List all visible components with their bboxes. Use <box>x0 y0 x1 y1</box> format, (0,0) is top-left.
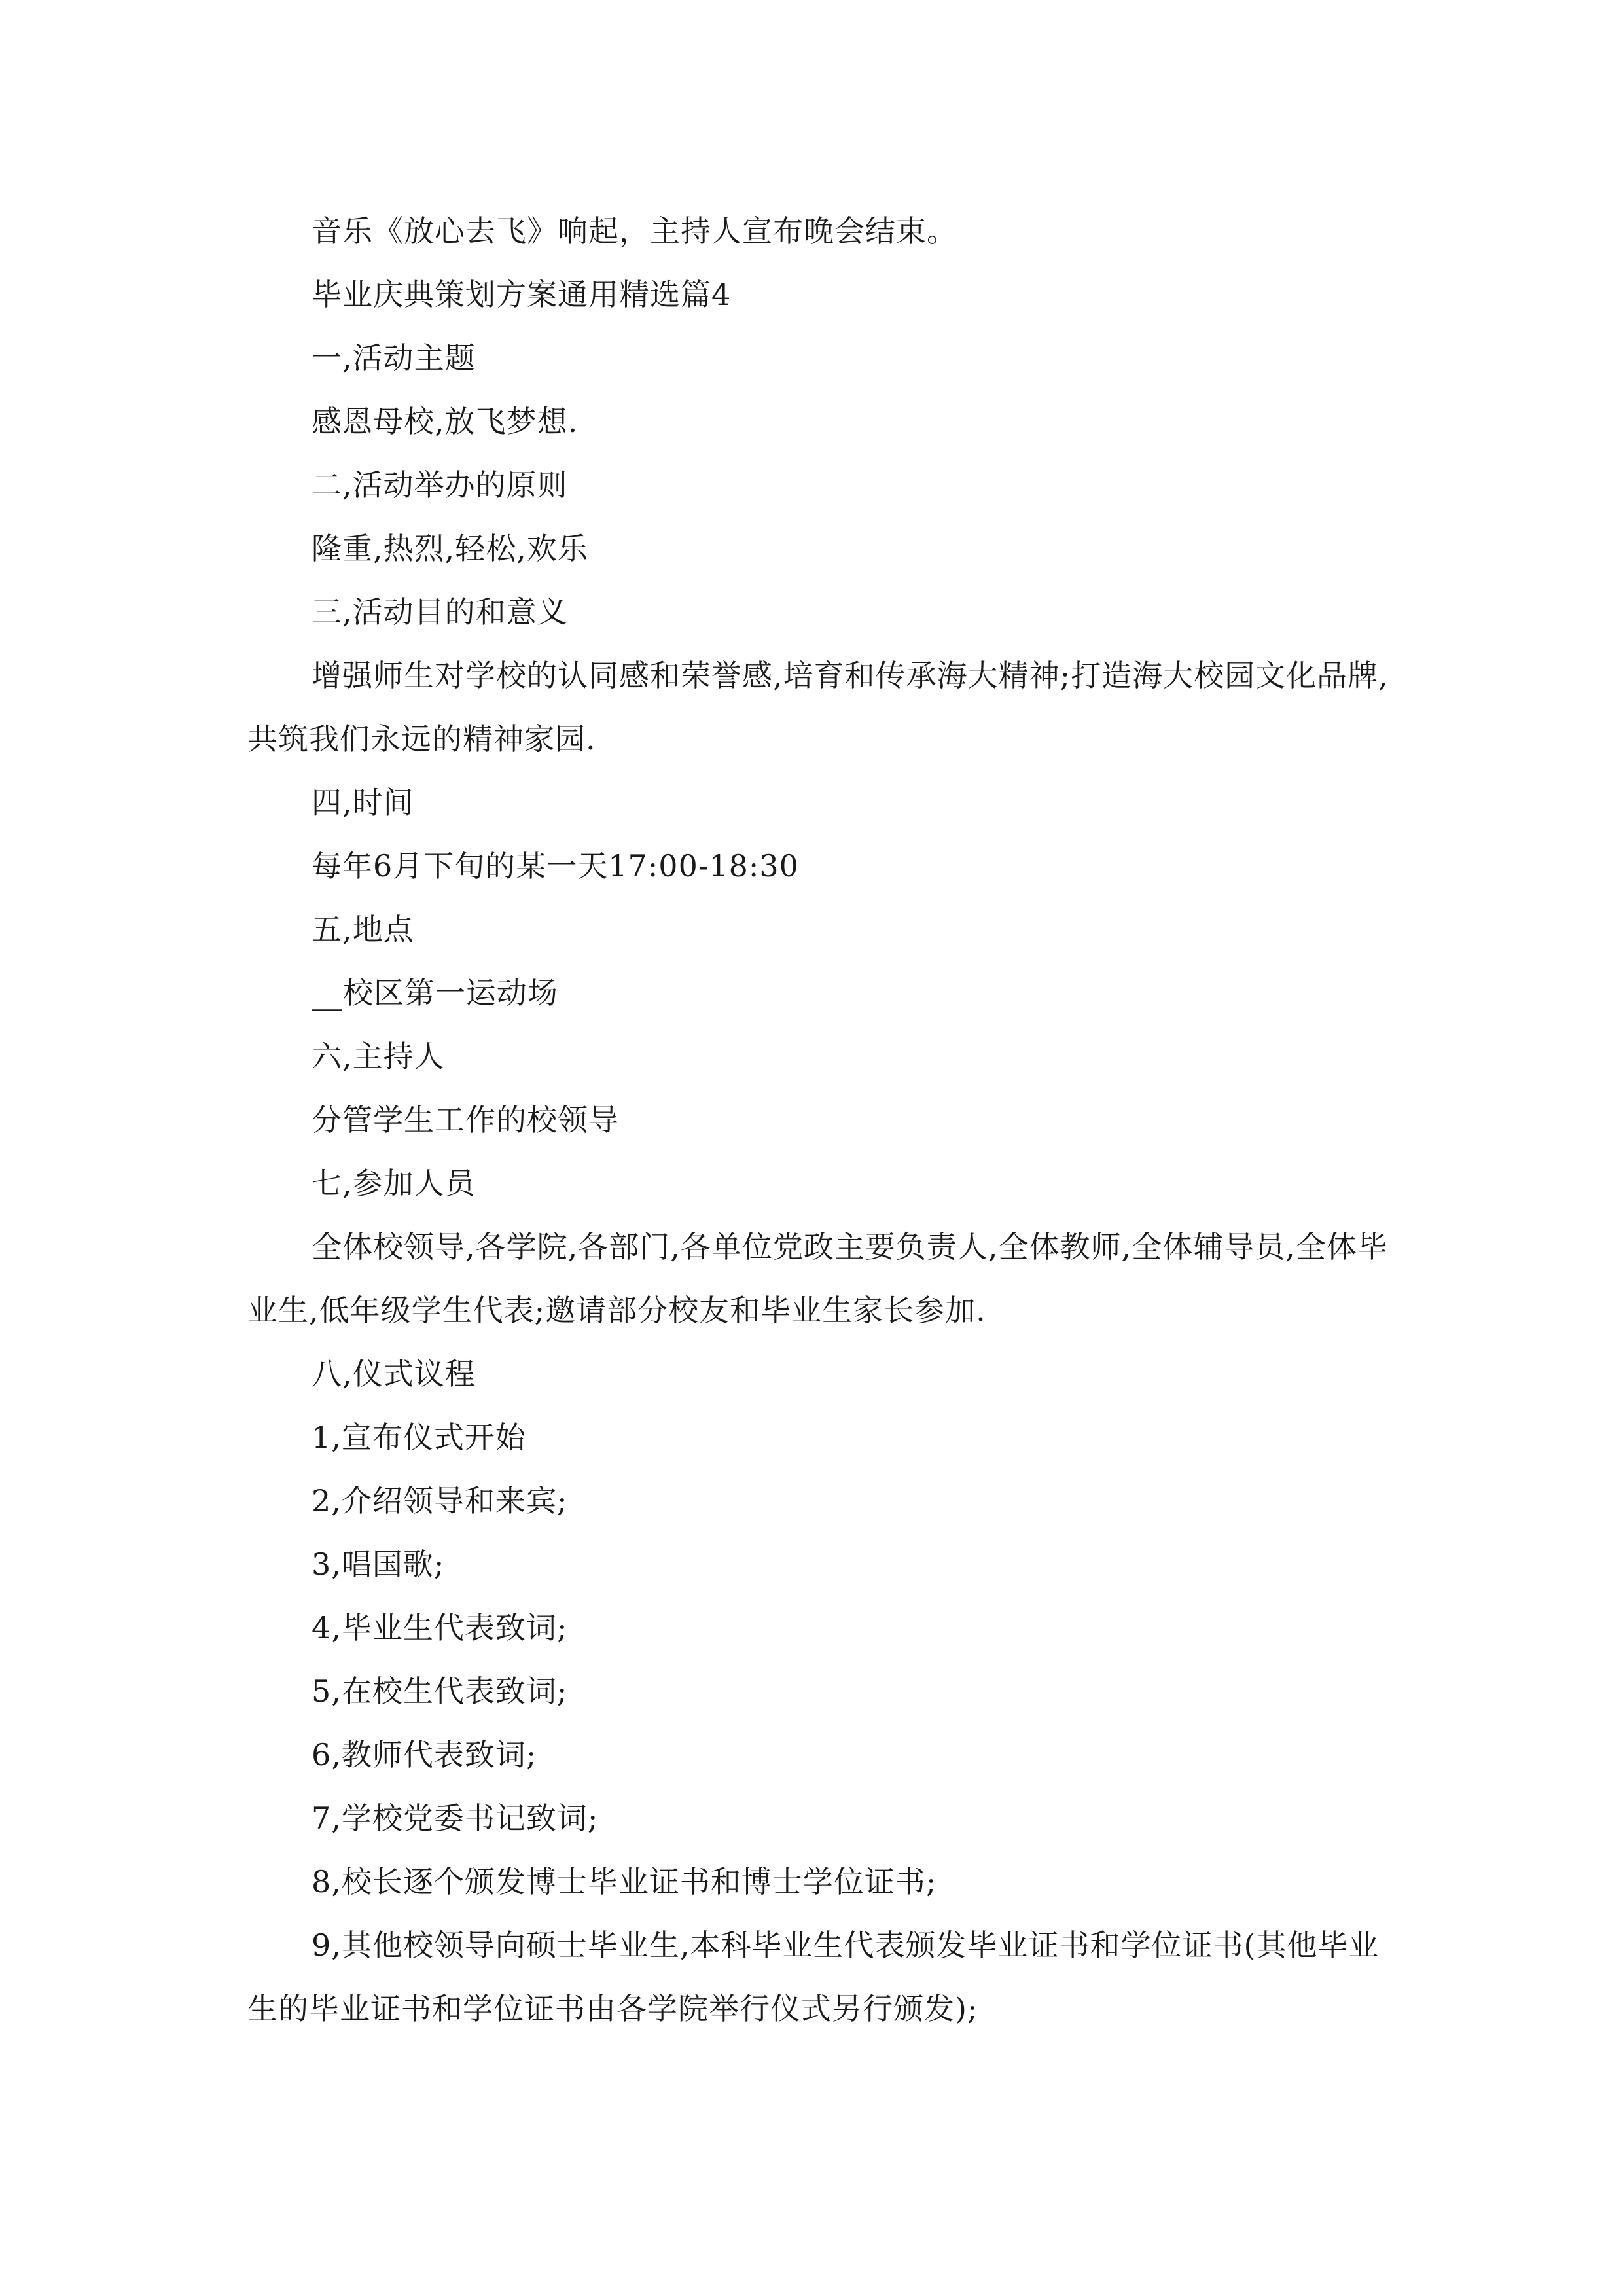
heading-theme: 一,活动主题 <box>312 340 476 376</box>
agenda-item: 8,校长逐个颁发博士毕业证书和博士学位证书; <box>312 1864 937 1899</box>
agenda-item: 1,宣布仪式开始 <box>312 1420 526 1455</box>
agenda-item: 9,其他校领导向硕士毕业生,本科毕业生代表颁发毕业证书和学位证书(其他毕业生的毕业证书和学位证书由各学院举行仪式另行颁发); <box>247 1928 1380 2026</box>
agenda-item: 2,介绍领导和来宾; <box>312 1483 568 1518</box>
heading-time: 四,时间 <box>312 785 414 820</box>
heading-agenda: 八,仪式议程 <box>312 1356 476 1391</box>
paragraph-purpose: 增强师生对学校的认同感和荣誉感,培育和传承海大精神;打造海大校园文化品牌,共筑我们永远的精神家园. <box>247 658 1389 757</box>
agenda-item: 3,唱国歌; <box>312 1547 445 1582</box>
heading-participants: 七,参加人员 <box>312 1166 476 1201</box>
paragraph-participants: 全体校领导,各学院,各部门,各单位党政主要负责人,全体教师,全体辅导员,全体毕业生,低年级学生代表;邀请部分校友和毕业生家长参加. <box>247 1229 1388 1328</box>
paragraph-principles: 隆重,热烈,轻松,欢乐 <box>312 531 588 566</box>
paragraph-theme: 感恩母校,放飞梦想. <box>312 404 579 439</box>
paragraph-time: 每年6月下旬的某一天17:00-18:30 <box>312 848 799 884</box>
agenda-item: 7,学校党委书记致词; <box>312 1801 599 1836</box>
paragraph-closing-music: 音乐《放心去飞》响起，主持人宣布晚会结束。 <box>312 213 957 249</box>
paragraph-host: 分管学生工作的校领导 <box>312 1102 619 1138</box>
heading-purpose: 三,活动目的和意义 <box>312 594 568 630</box>
section-title: 毕业庆典策划方案通用精选篇4 <box>312 277 732 312</box>
agenda-item: 5,在校生代表致词; <box>312 1674 568 1709</box>
agenda-item: 6,教师代表致词; <box>312 1737 537 1772</box>
document-body <box>247 200 1399 2041</box>
heading-principles: 二,活动举办的原则 <box>312 467 568 503</box>
heading-location: 五,地点 <box>312 912 414 947</box>
heading-host: 六,主持人 <box>312 1039 445 1074</box>
paragraph-location: __校区第一运动场 <box>312 975 558 1011</box>
agenda-item: 4,毕业生代表致词; <box>312 1610 568 1645</box>
